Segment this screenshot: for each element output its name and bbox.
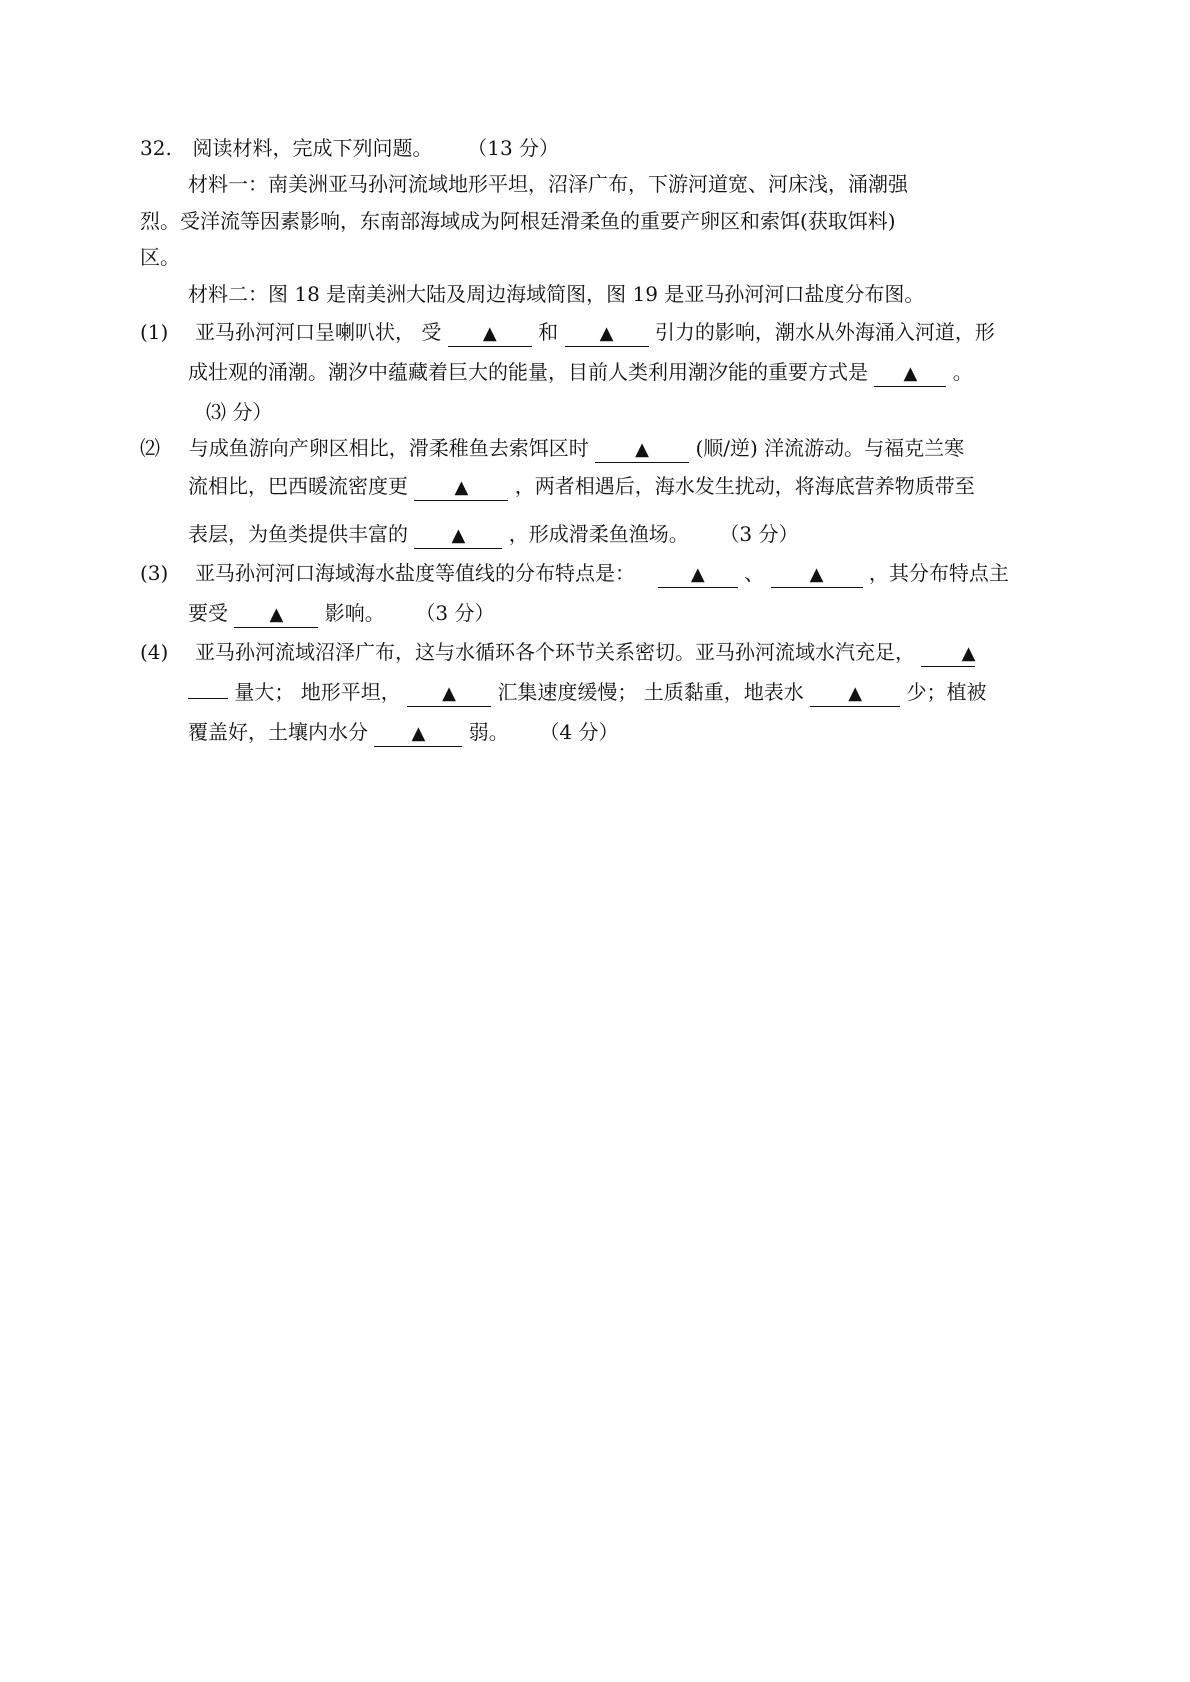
q3-line-2 — [188, 599, 495, 628]
q2-line-1 — [140, 434, 964, 463]
q4-text: 弱。 — [468, 720, 509, 744]
q3-text: ，其分布特点主 — [868, 561, 1009, 585]
triangle-mark-icon: ▲ — [454, 477, 469, 498]
q2-text: ，两者相遇后，海水发生扰动，将海底营养物质带至 — [514, 474, 975, 498]
question-header — [140, 134, 559, 162]
q4-text: 量大； 地形平坦， — [234, 680, 401, 704]
material-1-line-3: 区。 — [140, 245, 180, 269]
answer-blank[interactable] — [595, 436, 689, 463]
q3-text: 影响。 — [324, 601, 385, 625]
answer-blank[interactable] — [658, 561, 738, 588]
answer-blank[interactable] — [810, 680, 900, 707]
answer-blank[interactable] — [921, 640, 975, 667]
triangle-mark-icon: ▲ — [411, 723, 426, 744]
triangle-mark-icon: ▲ — [635, 439, 649, 460]
q2-number: ⑵ — [140, 436, 160, 460]
q1-number: (1) — [140, 320, 169, 344]
q3-text: 要受 — [188, 601, 228, 625]
triangle-mark-icon: ▲ — [961, 643, 976, 664]
answer-blank-continued[interactable] — [188, 698, 228, 699]
q4-text: 亚马孙河流域沼泽广布，这与水循环各个环节关系密切。亚马孙河流域水汽充足， — [195, 640, 916, 664]
q1-text: 成壮观的涌潮。潮汐中蕴藏着巨大的能量，目前人类利用潮汐能的重要方式是 — [188, 360, 868, 384]
q4-text: 汇集速度缓慢； 土质黏重，地表水 — [497, 680, 804, 704]
question-number: 32. — [140, 136, 172, 160]
triangle-mark-icon: ▲ — [442, 683, 456, 704]
q1-text: 和 — [538, 320, 559, 344]
triangle-mark-icon: ▲ — [599, 323, 614, 344]
answer-blank[interactable] — [448, 320, 532, 347]
answer-blank[interactable] — [771, 561, 863, 588]
q2-line-2 — [188, 472, 975, 501]
answer-blank[interactable] — [414, 474, 508, 501]
material-1-line-2: 烈。受洋流等因素影响，东南部海域成为阿根廷滑柔鱼的重要产卵区和索饵(获取饵料) — [140, 209, 896, 233]
answer-blank[interactable] — [407, 680, 491, 707]
q1-line-2 — [188, 358, 973, 387]
q2-points: （3 分） — [719, 522, 799, 546]
answer-blank[interactable] — [234, 601, 318, 628]
q4-line-3 — [188, 718, 619, 747]
q3-line-1 — [140, 559, 1009, 588]
triangle-mark-icon: ▲ — [809, 564, 824, 585]
triangle-mark-icon: ▲ — [482, 323, 497, 344]
q4-text: 少；植被 — [906, 680, 987, 704]
triangle-mark-icon: ▲ — [903, 363, 918, 384]
answer-blank[interactable] — [565, 320, 649, 347]
triangle-mark-icon: ▲ — [269, 604, 284, 625]
q2-text: ，形成滑柔鱼渔场。 — [508, 522, 689, 546]
q3-text: 、 — [744, 561, 765, 585]
q2-text: 表层，为鱼类提供丰富的 — [188, 522, 408, 546]
material-2-line-1: 材料二：图 18 是南美洲大陆及周边海域简图，图 19 是亚马孙河河口盐度分布图。 — [188, 282, 925, 306]
answer-blank[interactable] — [374, 720, 462, 747]
q1-text: 。 — [952, 360, 973, 384]
q4-line-2 — [188, 678, 987, 707]
q1-points: ⑶ 分） — [206, 400, 273, 424]
q4-line-1 — [140, 638, 975, 667]
q1-line-1 — [140, 318, 995, 347]
triangle-mark-icon: ▲ — [451, 525, 466, 546]
triangle-mark-icon: ▲ — [848, 683, 863, 704]
question-prompt: 阅读材料，完成下列问题。 — [192, 136, 433, 160]
answer-blank[interactable] — [874, 360, 946, 387]
answer-blank[interactable] — [414, 522, 502, 549]
q4-number: (4) — [140, 640, 169, 664]
q3-number: (3) — [140, 561, 169, 585]
q2-text: 与成鱼游向产卵区相比，滑柔稚鱼去索饵区时 — [188, 436, 589, 460]
q4-points: （4 分） — [539, 720, 619, 744]
q4-text: 覆盖好，土壤内水分 — [188, 720, 368, 744]
q1-text: 引力的影响，潮水从外海涌入河道，形 — [654, 320, 995, 344]
q2-text: (顺/逆) 洋流游动。与福克兰寒 — [695, 436, 965, 460]
material-1-line-1: 材料一：南美洲亚马孙河流域地形平坦，沼泽广布，下游河道宽、河床浅，涌潮强 — [188, 172, 908, 196]
q2-line-3 — [188, 520, 799, 549]
q1-text: 亚马孙河河口呈喇叭状， 受 — [195, 320, 442, 344]
question-points: （13 分） — [467, 136, 560, 160]
triangle-mark-icon: ▲ — [690, 564, 705, 585]
q3-points: （3 分） — [415, 601, 495, 625]
q3-text: 亚马孙河河口海域海水盐度等值线的分布特点是： — [195, 561, 636, 585]
q2-text: 流相比，巴西暖流密度更 — [188, 474, 408, 498]
